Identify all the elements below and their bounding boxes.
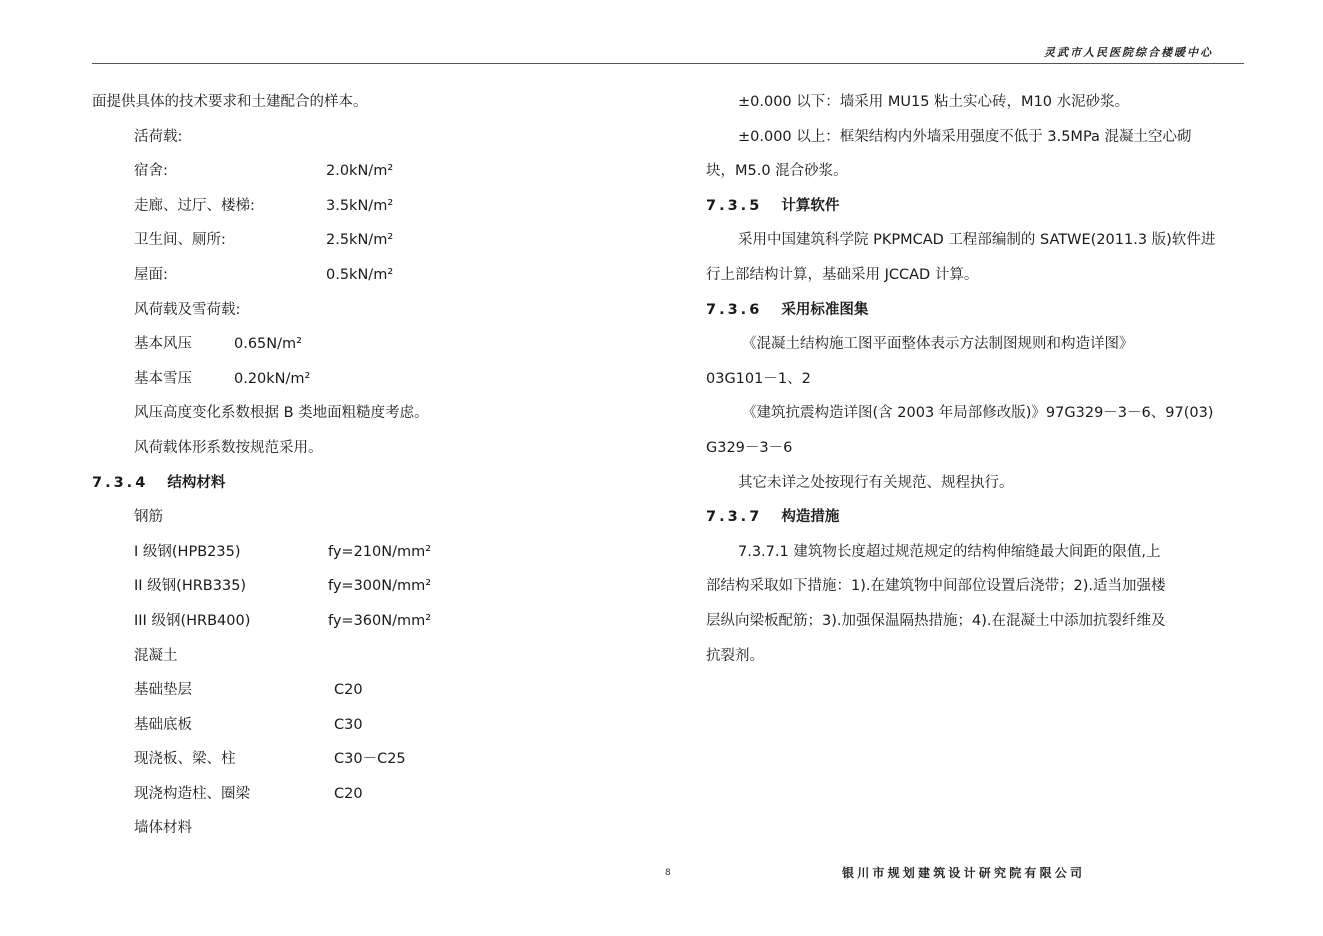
steel-grade: II 级钢(HRB335) <box>134 578 247 595</box>
paragraph: 行上部结构计算，基础采用 JCCAD 计算。 <box>706 266 979 283</box>
section-number: 7.3.5 <box>706 197 763 214</box>
load-label: 基本雪压 <box>134 370 192 387</box>
paragraph: 层纵向梁板配筋；3).加强保温隔热措施；4).在混凝土中添加抗裂纤维及 <box>706 612 1166 629</box>
steel-grade: I 级钢(HPB235) <box>134 543 241 560</box>
section-heading-736 <box>706 293 1246 328</box>
wall-title: 墙体材料 <box>134 820 192 837</box>
concrete-row <box>92 777 652 812</box>
paragraph: 抗裂剂。 <box>706 647 764 664</box>
live-load-row <box>92 258 652 293</box>
section-number: 7.3.7 <box>706 509 763 526</box>
concrete-grade: C20 <box>334 682 363 699</box>
load-label: 宿舍: <box>134 163 168 180</box>
section-heading-737 <box>706 500 1246 535</box>
atlas-code: G329－3－6 <box>706 439 793 456</box>
wind-snow-row <box>92 362 652 397</box>
paragraph: 风压高度变化系数根据 B 类地面粗糙度考虑。 <box>134 405 429 422</box>
steel-grade: III 级钢(HRB400) <box>134 612 251 629</box>
load-value: 2.5kN/m² <box>326 232 394 249</box>
page-number: 8 <box>665 868 671 878</box>
section-title: 结构材料 <box>167 474 226 491</box>
load-label: 基本风压 <box>134 336 192 353</box>
steel-strength: fy=360N/mm² <box>328 612 432 629</box>
concrete-row <box>92 708 652 743</box>
paragraph: 风荷载体形系数按规范采用。 <box>134 439 323 456</box>
live-load-title: 活荷载: <box>134 128 183 145</box>
load-label: 卫生间、厕所: <box>134 232 226 249</box>
section-title: 构造措施 <box>781 509 840 526</box>
paragraph: ±0.000 以上：框架结构内外墙采用强度不低于 3.5MPa 混凝土空心砌 <box>738 128 1192 145</box>
right-column <box>706 85 1246 673</box>
paragraph: ±0.000 以下：墙采用 MU15 粘土实心砖，M10 水泥砂浆。 <box>738 94 1130 110</box>
live-load-row <box>92 189 652 224</box>
steel-row <box>92 535 652 570</box>
atlas-reference: 《建筑抗震构造详图(含 2003 年局部修改版)》97G329－3－6、97(03) <box>742 405 1214 422</box>
paragraph: 7.3.7.1 建筑物长度超过规范规定的结构伸缩缝最大间距的限值,上 <box>738 543 1161 560</box>
live-load-row <box>92 223 652 258</box>
concrete-part: 现浇板、梁、柱 <box>134 751 236 768</box>
concrete-grade: C30 <box>334 716 363 733</box>
concrete-title: 混凝土 <box>134 647 178 664</box>
concrete-row <box>92 673 652 708</box>
concrete-part: 基础垫层 <box>134 682 192 699</box>
section-title: 计算软件 <box>781 197 840 214</box>
paragraph: 部结构采取如下措施：1).在建筑物中间部位设置后浇带；2).适当加强楼 <box>706 578 1166 595</box>
load-value: 0.65N/m² <box>234 336 302 353</box>
footer-org-name: 银川市规划建筑设计研究院有限公司 <box>842 866 1086 880</box>
load-value: 0.20kN/m² <box>234 370 311 387</box>
load-value: 0.5kN/m² <box>326 266 394 283</box>
section-number: 7.3.6 <box>706 301 763 318</box>
wind-snow-title: 风荷载及雪荷载: <box>134 301 241 318</box>
paragraph: 面提供具体的技术要求和土建配合的样本。 <box>92 94 368 110</box>
concrete-grade: C20 <box>334 785 363 802</box>
paragraph: 其它未详之处按现行有关规范、规程执行。 <box>738 474 1014 491</box>
left-column <box>92 85 652 846</box>
concrete-part: 基础底板 <box>134 716 192 733</box>
steel-row <box>92 569 652 604</box>
header-org-name: 灵武市人民医院综合楼暖中心 <box>1044 46 1213 59</box>
load-label: 走廊、过厅、楼梯: <box>134 197 255 214</box>
load-value: 2.0kN/m² <box>326 163 394 180</box>
wind-snow-row <box>92 327 652 362</box>
concrete-part: 现浇构造柱、圈梁 <box>134 785 250 802</box>
atlas-reference: 《混凝土结构施工图平面整体表示方法制图规则和构造详图》 <box>742 336 1134 353</box>
section-heading-735 <box>706 189 1246 224</box>
steel-strength: fy=300N/mm² <box>328 578 432 595</box>
live-load-row <box>92 154 652 189</box>
steel-row <box>92 604 652 639</box>
concrete-row <box>92 742 652 777</box>
load-value: 3.5kN/m² <box>326 197 394 214</box>
paragraph: 块，M5.0 混合砂浆。 <box>706 163 848 180</box>
steel-strength: fy=210N/mm² <box>328 543 432 560</box>
header-rule <box>92 63 1244 64</box>
concrete-grade: C30－C25 <box>334 751 406 768</box>
section-heading-734 <box>92 466 652 501</box>
section-number: 7.3.4 <box>92 474 149 491</box>
section-title: 采用标准图集 <box>781 301 869 318</box>
paragraph: 采用中国建筑科学院 PKPMCAD 工程部编制的 SATWE(2011.3 版)软件进 <box>738 232 1216 249</box>
atlas-code: 03G101－1、2 <box>706 370 811 387</box>
steel-title: 钢筋 <box>134 509 163 526</box>
load-label: 屋面: <box>134 266 168 283</box>
